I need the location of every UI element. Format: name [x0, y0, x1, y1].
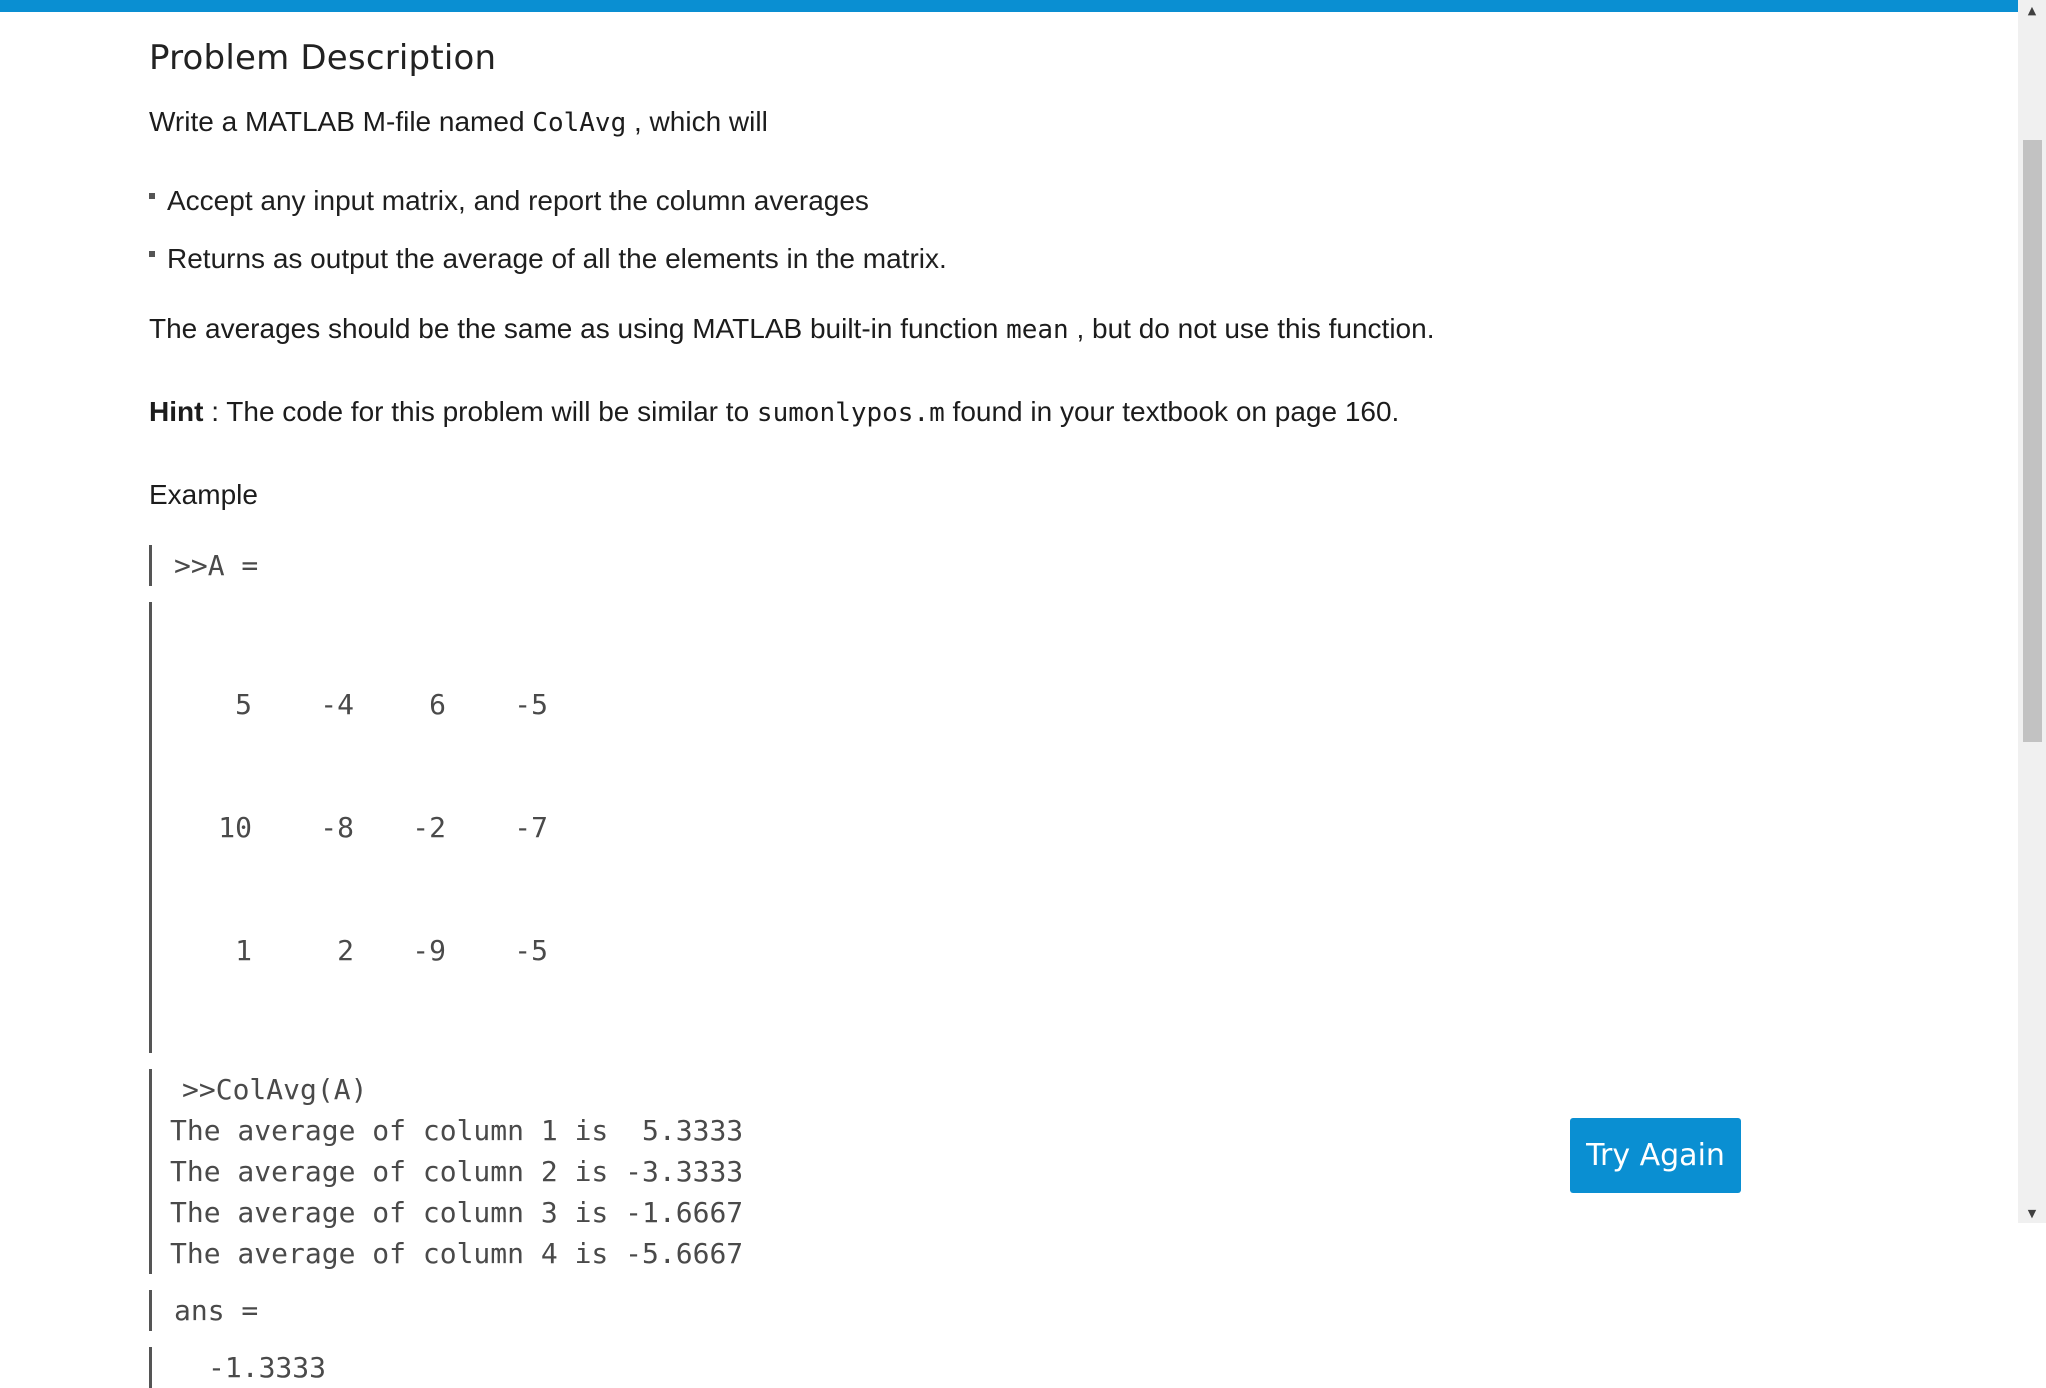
code-ans-value — [149, 1347, 1949, 1388]
example-label: Example — [149, 479, 258, 510]
code-line: -1.3333 — [208, 1351, 327, 1384]
page-title: Problem Description — [149, 38, 497, 78]
code-line: The average of column 1 is 5.3333 — [170, 1114, 744, 1147]
code-line: The average of column 4 is -5.6667 — [170, 1237, 744, 1270]
matrix-row — [174, 930, 1949, 971]
matrix-cell: -8 — [320, 811, 354, 844]
hint-text-after: found in your textbook on page 160. — [944, 396, 1400, 427]
list-item-text: Returns as output the average of all the elements in the matrix. — [167, 243, 947, 274]
code-matrix — [149, 602, 1949, 1053]
code-line: The average of column 2 is -3.3333 — [170, 1155, 744, 1188]
top-accent-bar — [0, 0, 2018, 12]
code-line: >>ColAvg(A) — [182, 1073, 368, 1106]
matrix-cell: 6 — [429, 688, 446, 721]
try-again-button[interactable]: Try Again — [1570, 1118, 1741, 1193]
averages-text-before: The averages should be the same as using MATLAB built-in function — [149, 313, 1007, 344]
intro-text-before: Write a MATLAB M-file named — [149, 106, 533, 137]
hint-paragraph — [149, 392, 1949, 433]
matrix-cell: -5 — [514, 934, 548, 967]
scroll-down-icon[interactable]: ▼ — [2027, 1206, 2037, 1220]
vertical-scrollbar[interactable] — [2018, 0, 2046, 1223]
matrix-row — [174, 807, 1949, 848]
matrix-cell: 2 — [337, 934, 354, 967]
matrix-cell: 10 — [218, 811, 252, 844]
matrix-cell: -2 — [412, 811, 446, 844]
list-item — [149, 181, 1949, 221]
matrix-cell: -9 — [412, 934, 446, 967]
code-line: ans = — [174, 1294, 259, 1327]
bullet-icon — [149, 193, 155, 199]
hint-text-before: : The code for this problem will be similar to — [203, 396, 757, 427]
hint-file-name: sumonlypos.m — [756, 398, 945, 428]
matrix-cell: -7 — [514, 811, 548, 844]
code-prompt-a — [149, 545, 1949, 586]
matrix-cell: 1 — [235, 934, 252, 967]
scroll-thumb[interactable] — [2023, 140, 2042, 742]
code-ans-label — [149, 1290, 1949, 1331]
code-line: The average of column 3 is -1.6667 — [170, 1196, 744, 1229]
list-item — [149, 239, 1949, 279]
intro-paragraph — [149, 102, 1949, 143]
requirements-list — [149, 181, 1949, 279]
code-line: >>A = — [174, 549, 259, 582]
matrix-cell: 5 — [235, 688, 252, 721]
matrix-cell: -5 — [514, 688, 548, 721]
intro-text-after: , which will — [626, 106, 768, 137]
scroll-up-icon[interactable]: ▲ — [2027, 3, 2037, 17]
list-item-text: Accept any input matrix, and report the column averages — [167, 185, 869, 216]
bullet-icon — [149, 251, 155, 257]
averages-paragraph — [149, 309, 1949, 350]
matrix-row — [174, 684, 1949, 725]
matrix-cell: -4 — [320, 688, 354, 721]
averages-function-name: mean — [1006, 315, 1069, 345]
intro-function-name: ColAvg — [532, 108, 627, 138]
averages-text-after: , but do not use this function. — [1068, 313, 1435, 344]
hint-label: Hint — [149, 396, 204, 427]
